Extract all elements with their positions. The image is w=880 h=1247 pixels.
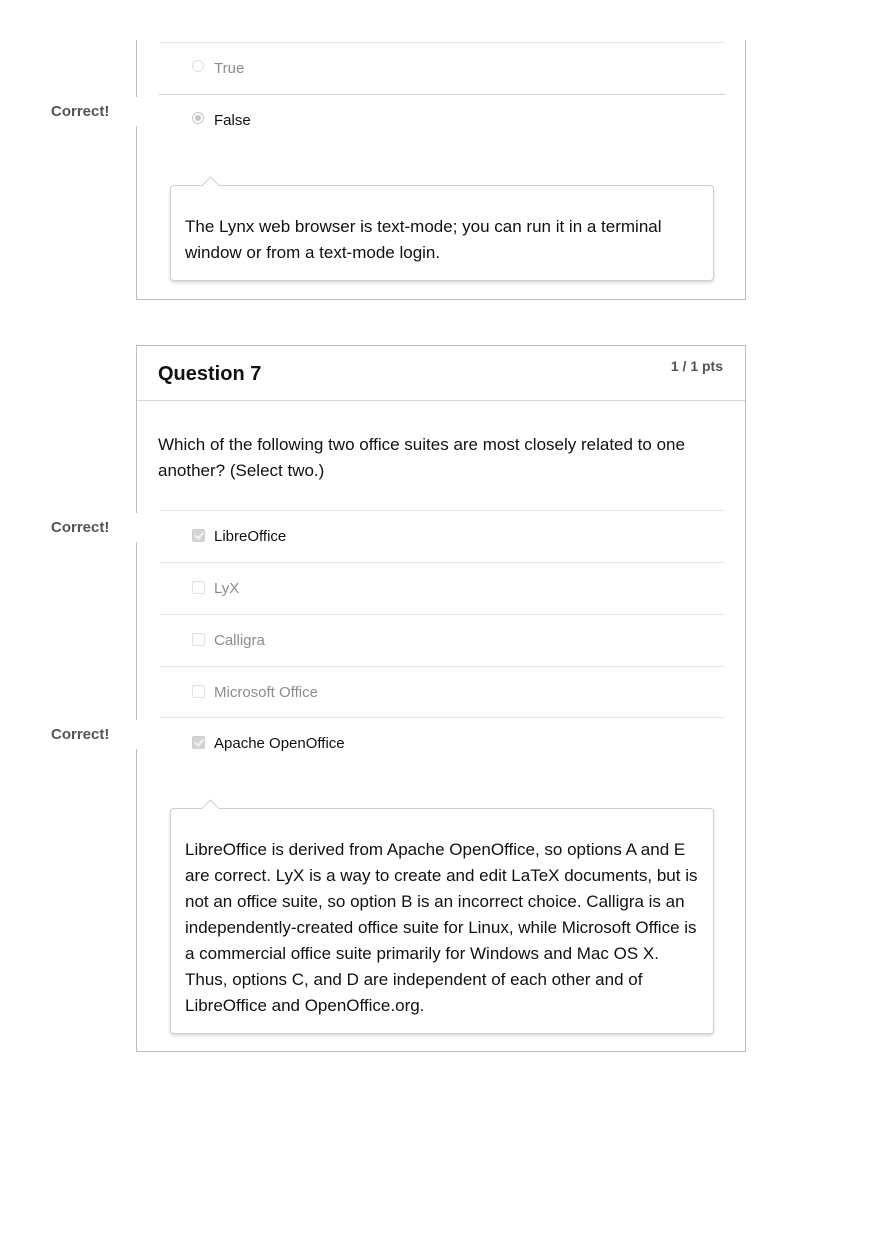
answer-lyx[interactable] — [159, 562, 725, 613]
answer-label: False — [214, 112, 251, 129]
question-text: Which of the following two office suites are most closely related to one another? (Select two.) — [158, 435, 685, 480]
correct-flag-libreoffice: Correct! — [51, 513, 139, 542]
answer-calligra[interactable] — [159, 614, 725, 665]
answer-apache-openoffice[interactable] — [159, 717, 725, 768]
question-7-card — [136, 345, 746, 1052]
answer-label: LyX — [214, 580, 240, 597]
answer-label: Microsoft Office — [214, 684, 318, 701]
radio-selected-icon[interactable] — [192, 112, 204, 124]
answer-label: Calligra — [214, 632, 265, 649]
radio-unselected-icon[interactable] — [192, 60, 204, 72]
answer-label: True — [214, 60, 245, 77]
feedback-text: LibreOffice is derived from Apache OpenOffice, so options A and E are correct. LyX is a way to create and edit LaTeX documents, but is not an office suite, so option B is an incorrect choice. Calligra is an independently-created office suite for Linux, while Microsoft Office is a commercial office suite primarily for Windows and Mac OS X. Thus, options C, and D are independent of each other and of LibreOffice and OpenOffice.org. — [185, 840, 698, 1015]
answer-true[interactable] — [159, 42, 725, 93]
checkbox-checked-icon[interactable] — [192, 529, 205, 542]
correct-flag: Correct! — [51, 97, 139, 126]
question-points: 1 / 1 pts — [670, 358, 723, 374]
question-title: Question 7 — [158, 363, 262, 385]
answer-false[interactable] — [159, 94, 725, 145]
answer-label: Apache OpenOffice — [214, 735, 345, 752]
feedback-box — [170, 808, 714, 1034]
question-header — [137, 346, 745, 401]
checkbox-unchecked-icon[interactable] — [192, 581, 205, 594]
answer-microsoft-office[interactable] — [159, 666, 725, 717]
checkbox-unchecked-icon[interactable] — [192, 685, 205, 698]
feedback-text: The Lynx web browser is text-mode; you can run it in a terminal window or from a text-mode login. — [185, 217, 662, 262]
checkbox-unchecked-icon[interactable] — [192, 633, 205, 646]
correct-flag-apache-openoffice: Correct! — [51, 720, 139, 749]
feedback-box — [170, 185, 714, 281]
answer-libreoffice[interactable] — [159, 510, 725, 561]
question-6-card — [136, 40, 746, 300]
answer-label: LibreOffice — [214, 528, 287, 545]
checkbox-checked-icon[interactable] — [192, 736, 205, 749]
